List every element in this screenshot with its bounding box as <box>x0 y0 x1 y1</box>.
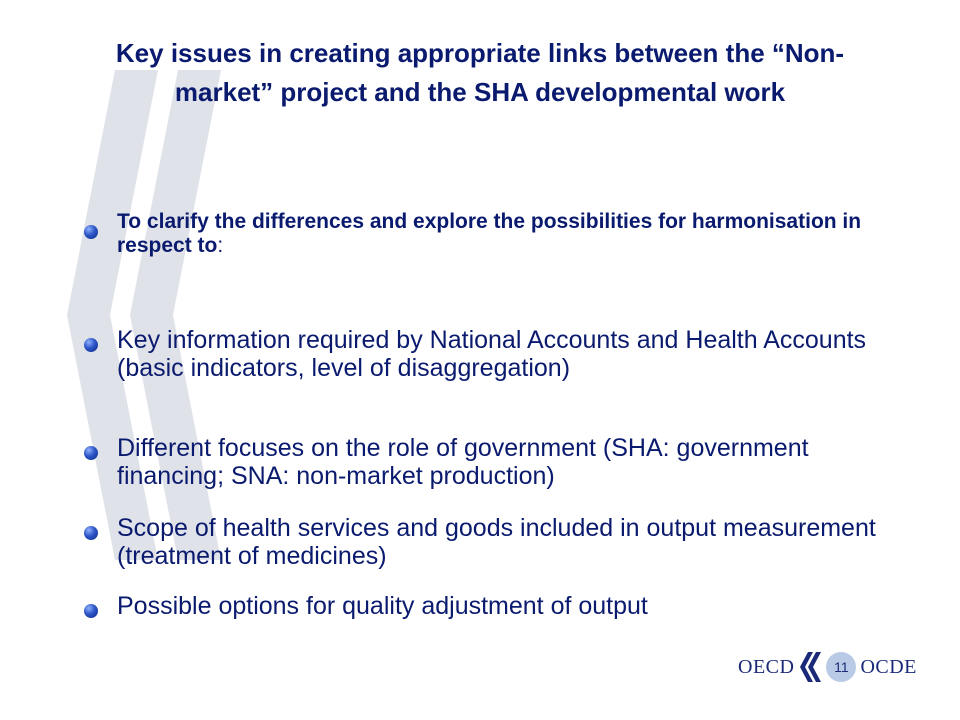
bullet-dot-icon <box>84 338 98 352</box>
bullet-dot-icon <box>84 526 98 540</box>
bullet-text: Different focuses on the role of government (SHA: government financing; SNA: non-market production) <box>117 434 809 490</box>
logo-text-left: OECD <box>738 655 795 678</box>
bullet-text: Possible options for quality adjustment of output <box>117 592 648 620</box>
intro-label: To clarify the differences and explore the possibilities for harmonisation in respect to <box>117 210 862 257</box>
bullet-text: Key information required by National Accounts and Health Accounts (basic indicators, level of disaggregation) <box>117 326 867 382</box>
bullet-text: Scope of health services and goods included in output measurement (treatment of medicines) <box>117 514 876 570</box>
intro-text <box>117 210 897 258</box>
bullet-dot-icon <box>84 446 98 460</box>
intro-colon: : <box>217 234 224 257</box>
page-number-badge: 11 <box>826 652 856 682</box>
oecd-footer-logo <box>738 648 917 686</box>
logo-text-right: OCDE <box>860 655 917 678</box>
slide-title: Key issues in creating appropriate links between the “Non-market” project and the SHA developmental work <box>115 38 845 107</box>
bullet-dot-icon <box>84 604 98 618</box>
bullet-dot-icon <box>84 225 98 239</box>
oecd-chevron-logo-icon <box>798 650 824 684</box>
